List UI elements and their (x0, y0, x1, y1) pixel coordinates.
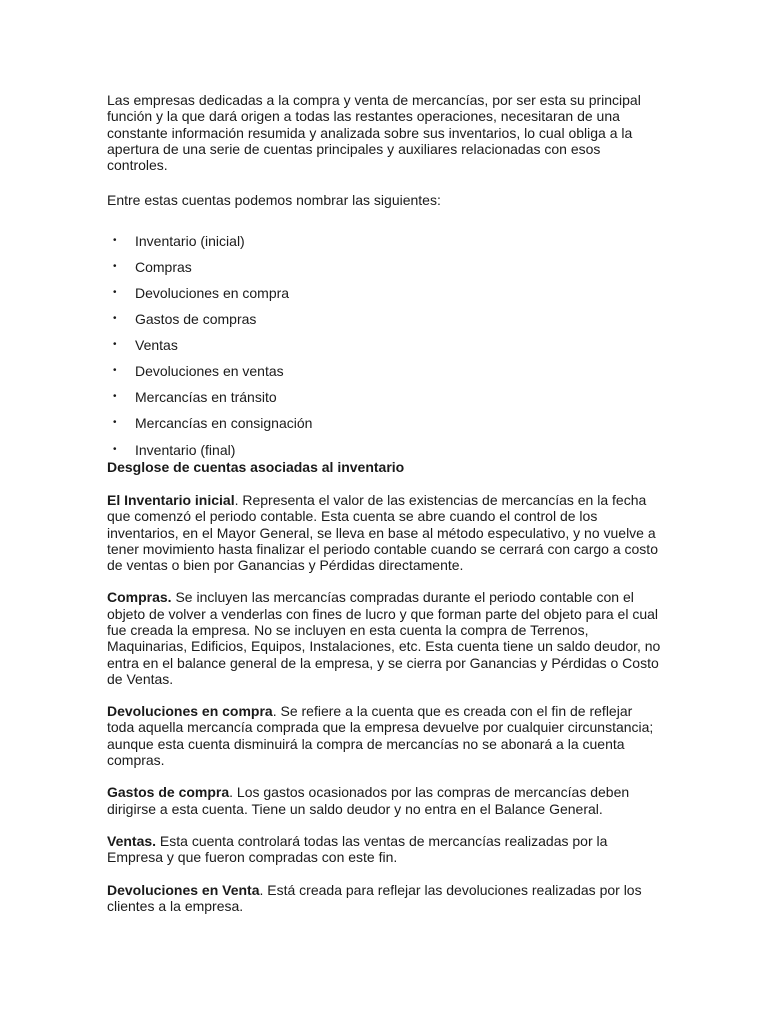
list-item-label: Devoluciones en compra (135, 284, 290, 301)
section-text: . Representa el valor de las existencias de mercancías en la fecha que comenzó el periodo contable. Esta cuenta se abre cuando el control de los inventarios, en el Mayor General, se lleva en base al método especulativo, y no vuelve a tener movimiento hasta finalizar el periodo contable cuando se cerrará con cargo a costo de ventas o bien por Ganancias y Pérdidas directamente. (107, 491, 658, 574)
section-text: Esta cuenta controlará todas las ventas de mercancías realizadas por la Empresa y que fueron compradas con este fin. (107, 832, 608, 866)
bullet-icon: • (113, 234, 117, 246)
bullet-icon: • (113, 365, 117, 377)
accounts-list (107, 233, 663, 468)
section-heading: Desglose de cuentas asociadas al inventario (107, 458, 405, 475)
section-devoluciones-compra (107, 703, 663, 768)
list-item-label: Inventario (inicial) (135, 232, 245, 249)
section-text: Se incluyen las mercancías compradas durante el periodo contable con el objeto de volver a venderlas con fines de lucro y que forman parte del objeto para el cual fue creada la empresa. No se incluyen en esta cuenta la compra de Terrenos, Maquinarias, Edificios, Equipos, Instalaciones, etc. Esta cuenta tiene un saldo deudor, no entra en el balance general de la empresa, y se cierra por Ganancias y Pérdidas o Costo de Ventas. (107, 589, 661, 687)
section-term: Ventas. (107, 832, 157, 849)
list-item-label: Mercancías en consignación (135, 415, 313, 432)
list-item-label: Ventas (135, 337, 178, 354)
document-body (107, 92, 663, 930)
section-text: . Los gastos ocasionados por las compras de mercancías deben dirigirse a esta cuenta. Tiene un saldo deudor y no entra en el Balance General. (107, 784, 630, 817)
intro-paragraph: Las empresas dedicadas a la compra y venta de mercancías, por ser esta su principal función y la que dará origen a todas las restantes operaciones, necesitaran de una constante información resumida y analizada sobre sus inventarios, lo cual obliga a la apertura de una serie de cuentas principales y auxiliares relacionadas con esos controles. (107, 92, 641, 174)
list-item (107, 363, 663, 389)
section-term: Devoluciones en Venta (107, 881, 260, 898)
section-text: . Está creada para reflejar las devoluciones realizadas por los clientes a la empresa. (107, 881, 642, 914)
accounts-intro: Entre estas cuentas podemos nombrar las siguientes: (107, 192, 441, 209)
bullet-icon: • (113, 391, 117, 403)
section-inventario-inicial (107, 492, 663, 573)
list-item (107, 311, 663, 337)
bullet-icon: • (113, 417, 117, 429)
list-item-label: Devoluciones en ventas (135, 363, 284, 380)
list-item (107, 233, 663, 259)
list-item-label: Compras (135, 258, 192, 275)
list-item (107, 442, 663, 468)
list-item (107, 389, 663, 415)
list-item (107, 337, 663, 363)
bullet-icon: • (113, 339, 117, 351)
list-item (107, 285, 663, 311)
bullet-icon: • (113, 286, 117, 298)
bullet-icon: • (113, 313, 117, 325)
bullet-icon: • (113, 443, 117, 455)
list-item-label: Mercancías en tránsito (135, 389, 277, 406)
section-term: El Inventario inicial (107, 491, 235, 508)
section-compras (107, 589, 663, 687)
section-gastos-compra (107, 784, 663, 817)
section-term: Devoluciones en compra (107, 703, 273, 720)
list-item-label: Gastos de compras (135, 311, 257, 328)
list-item-label: Inventario (final) (135, 441, 236, 458)
section-ventas (107, 833, 663, 866)
list-item (107, 415, 663, 441)
list-item (107, 259, 663, 285)
section-devoluciones-venta (107, 882, 663, 915)
section-term: Gastos de compra (107, 784, 230, 801)
section-term: Compras. (107, 589, 172, 606)
section-text: . Se refiere a la cuenta que es creada con el fin de reflejar toda aquella mercancía comprada que la empresa devuelve por cualquier circunstancia; aunque esta cuenta disminuirá la compra de mercancías no se abonará a la cuenta compras. (107, 703, 654, 769)
bullet-icon: • (113, 260, 117, 272)
